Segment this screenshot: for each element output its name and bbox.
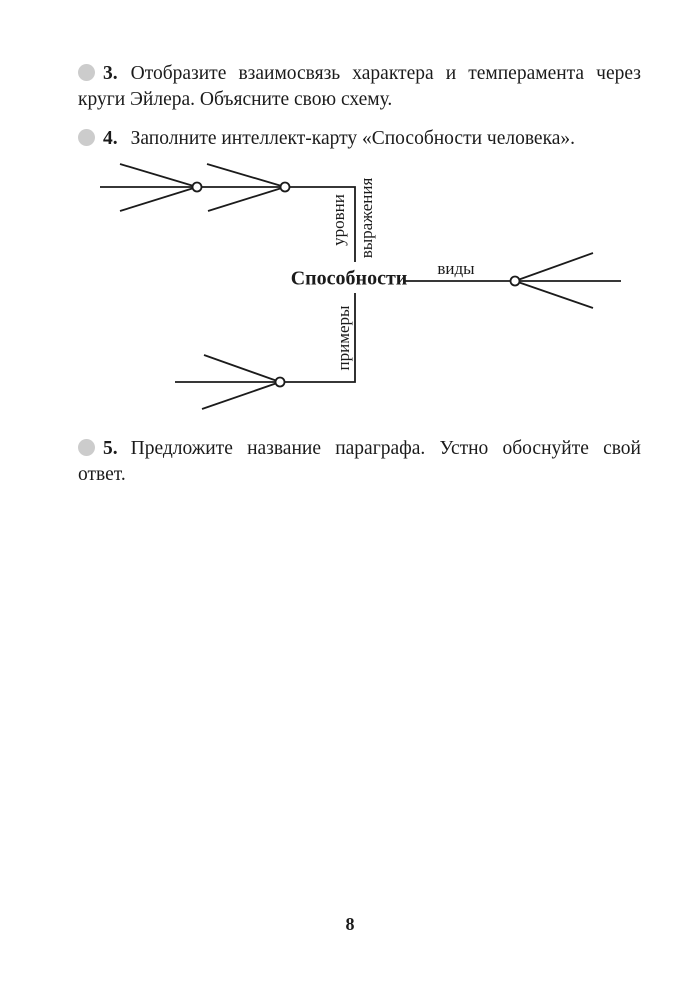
sub-branch-line: [515, 253, 593, 281]
branch-node: [281, 183, 290, 192]
page-number: 8: [345, 914, 355, 934]
task-text: Отобразите взаимосвязь характера и темперамента через круги Эйлера. Объясните свою схему.: [78, 63, 641, 110]
task-text: Предложите название параграфа. Устно обоснуйте свой ответ.: [78, 438, 641, 485]
sub-branch-line: [515, 281, 593, 308]
branch-node: [276, 378, 285, 387]
sub-branch-line: [208, 187, 285, 211]
sub-branch-line: [120, 164, 197, 187]
branch-line-levels: [100, 187, 355, 262]
task-number: 5.: [103, 438, 118, 459]
branch-node: [193, 183, 202, 192]
mind-map-center-label: Способности: [290, 267, 408, 290]
task-text: Заполните интеллект-карту «Способности человека».: [130, 128, 576, 149]
branch-label-levels-line2: выражения: [357, 177, 376, 259]
sub-branch-line: [204, 355, 280, 382]
task-number: 4.: [103, 128, 118, 149]
task-number: 3.: [103, 63, 118, 84]
sub-branch-line: [207, 164, 285, 187]
task-bullet-icon: [78, 439, 95, 456]
sub-branch-line: [202, 382, 280, 409]
branch-node: [511, 277, 520, 286]
branch-label-levels-line1: уровни: [329, 194, 348, 246]
sub-branch-line: [120, 187, 197, 211]
exercise-5: [78, 436, 641, 488]
branch-label-examples: примеры: [334, 305, 353, 371]
branch-label-types: виды: [437, 259, 475, 278]
